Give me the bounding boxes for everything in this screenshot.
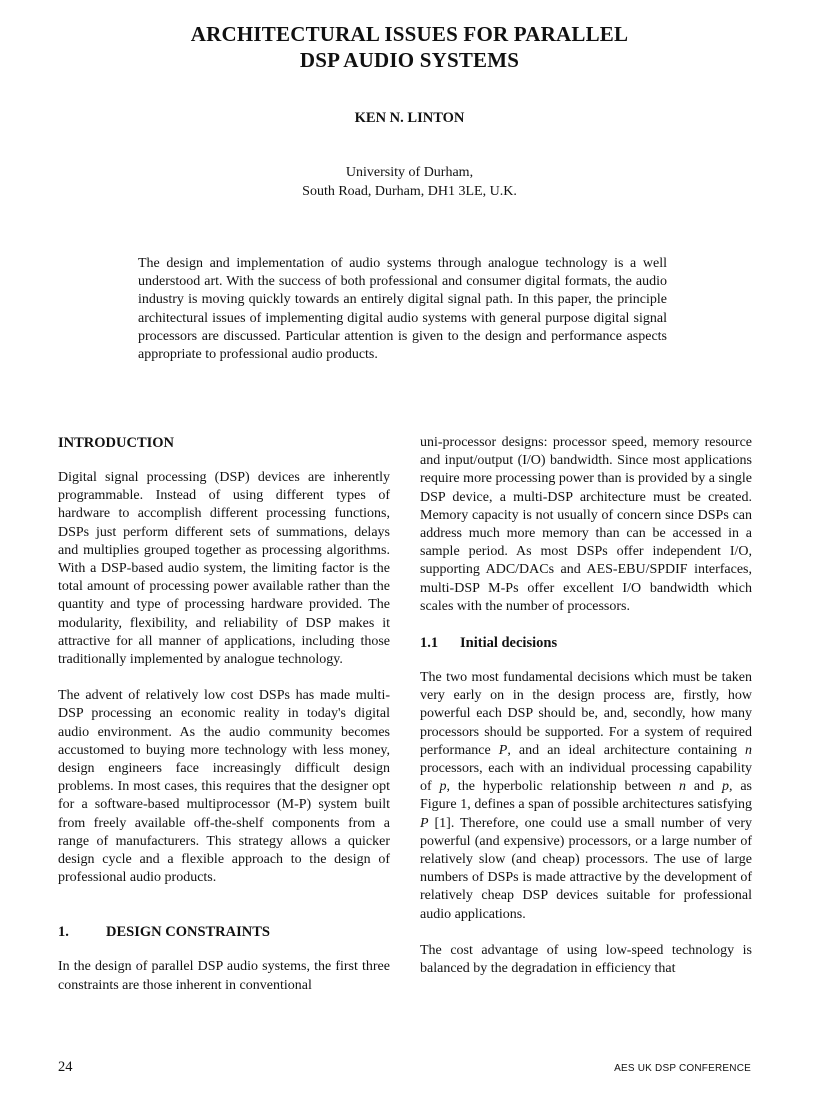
section-1-1-heading	[420, 634, 752, 652]
initial-decisions-paragraph: The two most fundamental decisions which must be taken very early on in the design process are, firstly, how powerful each DSP should be, and, secondly, how many processors should be supported. For a system of required performance P, and an ideal architecture containing n processors, each with an individual processing capability of p, the hyperbolic relationship between n and p, as Figure 1, defines a span of possible architectures satisfying P [1]. Therefore, one could use a small number of very powerful (and expensive) processors, or a large number of relatively slow (and cheap) processors. The use of large numbers of DSPs is made attractive by the development of relatively cheap DSP devices suitable for professional audio applications.	[420, 670, 753, 922]
affiliation-line-1: University of Durham,	[345, 165, 474, 180]
section-1-paragraph: In the design of parallel DSP audio systems, the first three constraints are those inherent in conventional	[58, 959, 390, 993]
affiliation	[0, 163, 819, 201]
intro-paragraph-2: The advent of relatively low cost DSPs has made multi-DSP processing an economic reality in today's digital audio environment. As the audio community becomes accustomed to buying more technology with less money, design engineers face increasingly difficult design problems. In most cases, this requires that the designer opt for a software-based multiprocessor (M-P) system built from freely available off-the-shelf components from a range of manufacturers. This strategy allows a quicker design cycle and a flexible approach to the design of professional audio products.	[58, 688, 390, 886]
section-1-1-title: Initial decisions	[460, 635, 558, 652]
affiliation-line-2: South Road, Durham, DH1 3LE, U.K.	[302, 184, 517, 199]
section-1-number: 1.	[58, 924, 69, 941]
intro-paragraph-1: Digital signal processing (DSP) devices are inherently programmable. Instead of using different types of hardware to accomplish different processing functions, DSPs just perform different sets of summations, delays and multiplies grouped together as processing algorithms. With a DSP-based audio system, the limiting factor is the total amount of processing power available rather than the quantity and type of processing hardware provided. The modularity, flexibility, and reliability of DSP makes it attractive for all manner of applications, including those traditionally implemented by analogue technology.	[58, 470, 390, 668]
paper-title	[0, 21, 819, 73]
title-line-1: ARCHITECTURAL ISSUES FOR PARALLEL	[190, 22, 629, 46]
abstract: The design and implementation of audio systems through analogue technology is a well understood art. With the success of both professional and consumer digital formats, the audio industry is moving quickly towards an entirely digital signal path. In this paper, the principle architectural issues of implementing digital audio systems with general purpose digital signal processors are discussed. Particular attention is given to the design and performance aspects appropriate to professional audio products.	[138, 256, 667, 363]
introduction-heading: INTRODUCTION	[58, 435, 175, 451]
constraints-paragraph: uni-processor designs: processor speed, memory resource and input/output (I/O) bandwidth. Since most applications require more processing power than is provided by a single DSP device, a multi-DSP architecture must be created. Memory capacity is not usually of concern since DSPs can address much more memory than can be accessed in a sample period. As most DSPs offer independent I/O, supporting ADC/DACs and AES-EBU/SPDIF interfaces, multi-DSP M-Ps offer excellent I/O bandwidth which scales with the number of processors.	[420, 435, 752, 614]
left-column	[58, 434, 390, 995]
page-number: 24	[58, 1059, 73, 1075]
author-name: KEN N. LINTON	[354, 110, 465, 126]
title-line-2: DSP AUDIO SYSTEMS	[299, 48, 520, 72]
section-1-heading	[58, 923, 390, 941]
section-1-title: DESIGN CONSTRAINTS	[106, 924, 270, 941]
cost-advantage-paragraph: The cost advantage of using low-speed technology is balanced by the degradation in efficiency that	[420, 942, 752, 977]
section-1-1-number: 1.1	[420, 635, 439, 652]
conference-footer: AES UK DSP CONFERENCE	[614, 1063, 751, 1074]
right-column	[420, 434, 752, 978]
